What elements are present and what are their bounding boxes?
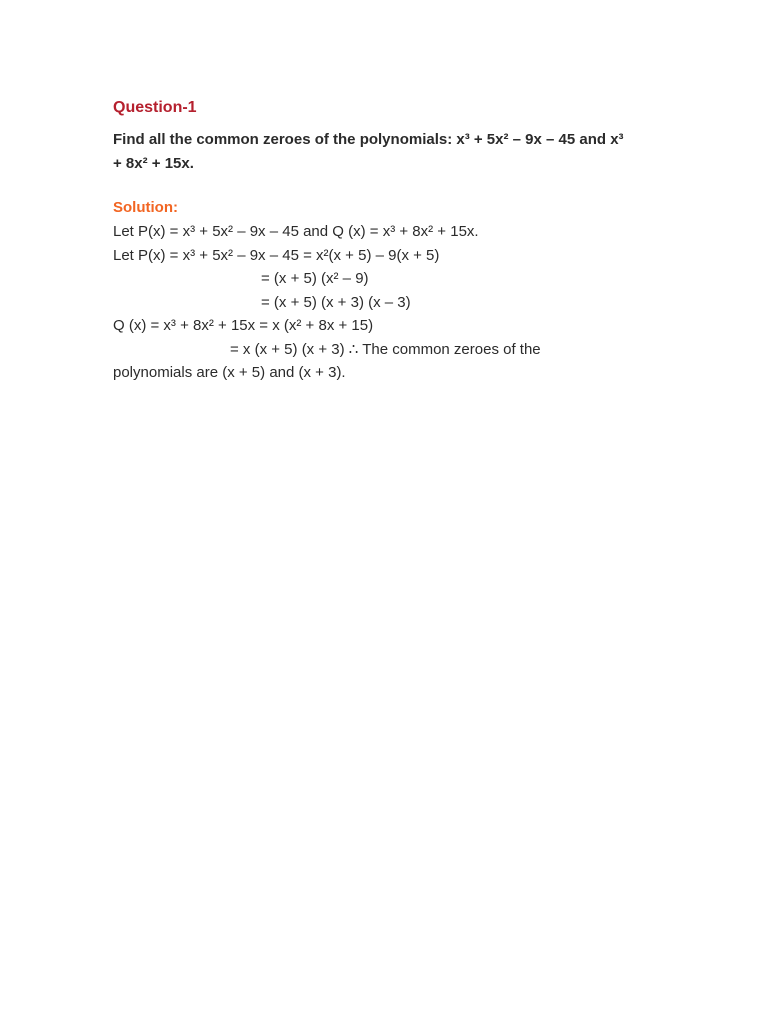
solution-line: = (x + 5) (x² – 9) [261, 270, 369, 287]
solution-line: Q (x) = x³ + 8x² + 15x = x (x² + 8x + 15) [113, 317, 374, 334]
document-body [113, 96, 673, 385]
solution-line: = x (x + 5) (x + 3) ∴ The common zeroes of the [230, 340, 541, 358]
solution-line: = (x + 5) (x + 3) (x – 3) [261, 293, 411, 311]
solution-heading: Solution: [113, 199, 178, 216]
solution-line: Let P(x) = x³ + 5x² – 9x – 45 and Q (x) = x³ + 8x² + 15x. [113, 223, 479, 240]
solution-line: polynomials are (x + 5) and (x + 3). [113, 364, 346, 381]
solution-line: Let P(x) = x³ + 5x² – 9x – 45 = x²(x + 5) – 9(x + 5) [113, 246, 440, 264]
question-text: Find all the common zeroes of the polynomials: x³ + 5x² – 9x – 45 and x³ + 8x² + 15x. [113, 131, 624, 172]
question-heading: Question-1 [113, 99, 197, 116]
